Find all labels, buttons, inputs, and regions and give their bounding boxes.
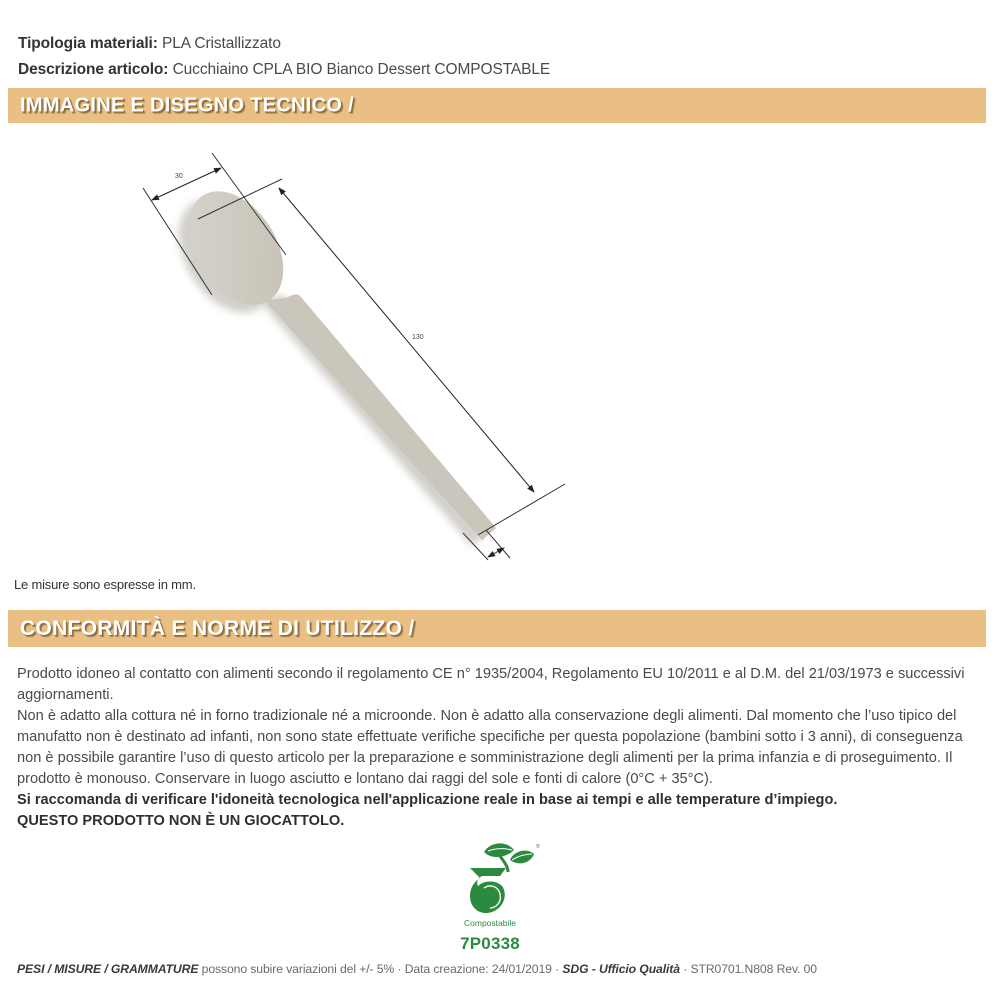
material-type-value: PLA Cristallizzato (157, 35, 281, 52)
svg-text:130: 130 (412, 334, 424, 341)
suitability-warning: Si raccomanda di verificare l'idoneità tecnologica nell'applicazione reale in base ai tempi e alle temperature d’impiego. (17, 792, 838, 808)
document-footer (17, 962, 817, 976)
material-type-line (18, 35, 281, 53)
spoon-drawing-icon (120, 140, 580, 570)
item-description-line (18, 61, 550, 79)
conformity-paragraph-regulations: Prodotto idoneo al contatto con alimenti secondo il regolamento CE n° 1935/2004, Regolamento EU 10/2011 e al D.M. del 21/03/1973 e successivi aggiornamenti. (17, 666, 965, 703)
compostable-caption: Compostabile (464, 918, 516, 928)
registered-mark: ® (536, 844, 540, 850)
certification-code: 7P0338 (460, 934, 520, 953)
section-title: CONFORMITÀ E NORME DI UTILIZZO / (20, 616, 415, 640)
conformity-text (17, 664, 989, 832)
footer-quality-office: SDG - Ufficio Qualità (562, 962, 680, 976)
footer-weights-label: PESI / MISURE / GRAMMATURE (17, 962, 199, 976)
section-header-conformity (8, 610, 986, 647)
conformity-paragraph-usage: Non è adatto alla cottura né in forno tradizionale né a microonde. Non è adatto alla conservazione degli alimenti. Dal momento che l’uso tipico del manufatto non è destinato ad infanti, non sono state effettuate verifiche specifiche per questa popolazione (bambini sotto i 3 anni), di conseguenza non è possibile garantire l’uso di questo articolo per la preparazione e somministrazione degli alimenti per la prima infanzia e di proseguimento. Il prodotto è monouso. Conservare in luogo asciutto e lontano dai raggi del sole e fonti di calore (0°C + 35°C). (17, 708, 963, 787)
footer-document-code: · STR0701.N808 Rev. 00 (679, 962, 817, 976)
not-a-toy-warning: QUESTO PRODOTTO NON È UN GIOCATTOLO. (17, 813, 345, 829)
section-title: IMMAGINE E DISEGNO TECNICO / (20, 94, 354, 116)
measurement-unit-note: Le misure sono espresse in mm. (14, 577, 196, 592)
section-header-technical-drawing (8, 88, 986, 123)
compostable-seedling-icon (448, 838, 548, 918)
svg-text:30: 30 (175, 173, 183, 180)
material-type-label: Tipologia materiali: (18, 35, 158, 52)
spoon-technical-drawing (120, 140, 580, 570)
item-description-value: Cucchiaino CPLA BIO Bianco Dessert COMPOSTABLE (168, 61, 551, 78)
footer-variation-text: possono subire variazioni del +/- 5% · Data creazione: 24/01/2019 · (198, 962, 563, 976)
item-description-label: Descrizione articolo: (18, 61, 169, 78)
